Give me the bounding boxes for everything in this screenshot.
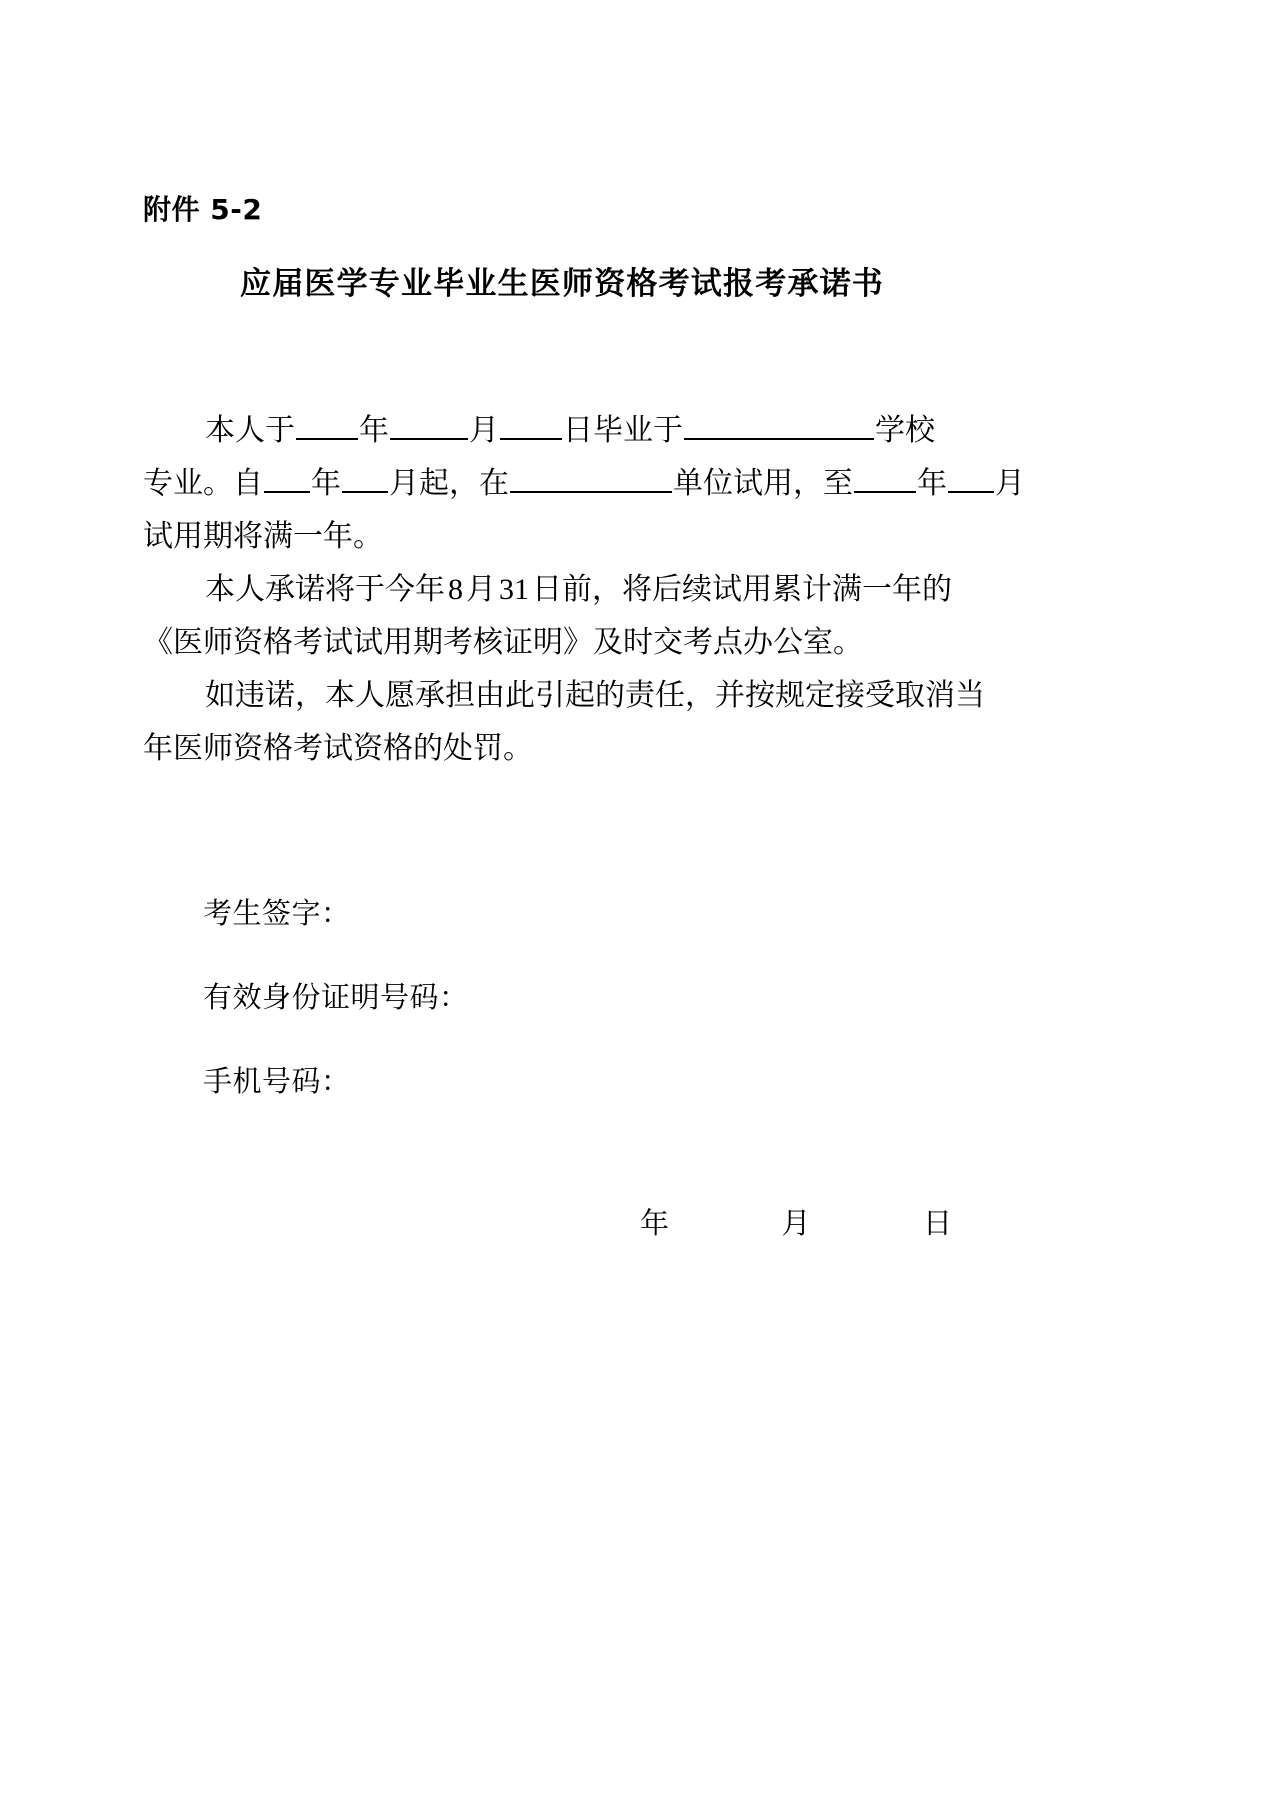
paragraph2-line1 xyxy=(143,563,983,616)
text-school-suffix: 学校 xyxy=(875,414,935,447)
id-number-label[interactable]: 有效身份证明号码： xyxy=(203,982,469,1014)
text-year-1: 年 xyxy=(359,414,389,447)
text-benren-yu: 本人于 xyxy=(205,414,295,447)
document-body xyxy=(143,404,1025,775)
text-month-2: 月起，在 xyxy=(389,467,509,500)
text-promise-suffix: 日前，将后续试用累计满一年的 xyxy=(532,573,952,606)
blank-graduation-year[interactable] xyxy=(296,408,358,440)
text-unit-trial-until: 单位试用，至 xyxy=(673,467,853,500)
blank-end-year[interactable] xyxy=(854,461,916,493)
text-promise-prefix: 本人承诺将于今年 xyxy=(205,573,445,606)
text-month-3: 月 xyxy=(995,467,1025,500)
blank-graduation-day[interactable] xyxy=(500,408,562,440)
text-graduated-from: 日毕业于 xyxy=(563,414,683,447)
text-month-1: 月 xyxy=(469,414,499,447)
deadline-day-value: 31 xyxy=(499,573,529,606)
blank-employer-unit[interactable] xyxy=(510,461,672,493)
paragraph-penalty-clause xyxy=(143,669,983,775)
paragraph-commitment-deadline xyxy=(143,563,983,669)
phone-number-label[interactable]: 手机号码： xyxy=(203,1066,351,1098)
page-title: 应届医学专业毕业生医师资格考试报考承诺书 xyxy=(240,266,884,302)
text-year-3: 年 xyxy=(917,467,947,500)
candidate-signature-label[interactable]: 考生签字： xyxy=(203,898,351,930)
blank-school-name[interactable] xyxy=(684,408,874,440)
date-month-label: 月 xyxy=(781,1208,811,1240)
paragraph1-line3: 试用期将满一年。 xyxy=(143,520,383,553)
paragraph2-line2: 《医师资格考试试用期考核证明》及时交考点办公室。 xyxy=(143,626,863,659)
blank-start-year[interactable] xyxy=(264,461,310,493)
blank-graduation-month[interactable] xyxy=(390,408,468,440)
signature-section xyxy=(203,900,469,1152)
paragraph3-line2: 年医师资格考试资格的处罚。 xyxy=(143,732,533,765)
paragraph-graduation-details xyxy=(143,404,1025,563)
paragraph1-line1 xyxy=(143,404,983,457)
text-year-2: 年 xyxy=(311,467,341,500)
attachment-label: 附件 5-2 xyxy=(143,193,263,226)
paragraph3-line1: 如违诺，本人愿承担由此引起的责任，并按规定接受取消当 xyxy=(205,679,985,712)
paragraph1-line2 xyxy=(143,457,1025,510)
date-day-label: 日 xyxy=(923,1208,953,1240)
blank-start-month[interactable] xyxy=(342,461,388,493)
date-year-label: 年 xyxy=(640,1208,670,1240)
date-line xyxy=(640,1210,952,1239)
text-month-4: 月 xyxy=(466,573,496,606)
text-major-since: 专业。自 xyxy=(143,467,263,500)
deadline-month-value: 8 xyxy=(448,573,463,606)
blank-end-month[interactable] xyxy=(948,461,994,493)
